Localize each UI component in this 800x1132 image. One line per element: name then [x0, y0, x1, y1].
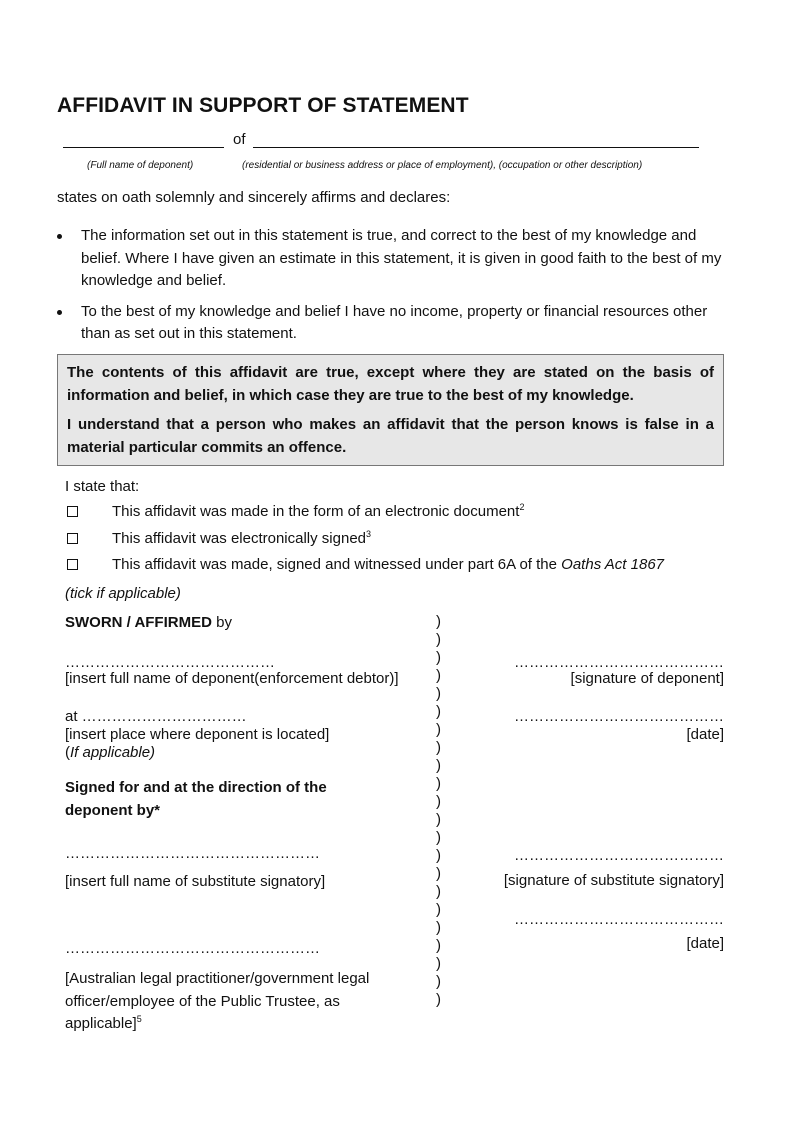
insert-deponent-name: [insert full name of deponent(enforcement debtor)]: [65, 670, 399, 687]
at-place-line: at ……………………………: [65, 708, 247, 725]
paren-open: (: [65, 744, 70, 761]
footnote-marker: 5: [136, 1014, 142, 1024]
paren: ): [436, 829, 441, 846]
checkbox-label: [112, 530, 371, 547]
checkbox[interactable]: [67, 559, 78, 570]
practitioner-text: [Australian legal practitioner/government legal officer/employee of the Public Trustee, as applicable]: [65, 970, 370, 1032]
list-item: [57, 301, 727, 346]
if-applicable-text: If applicable): [70, 744, 156, 761]
checkbox-row-electronic-document: [65, 503, 705, 523]
if-applicable-note: [65, 742, 155, 765]
paren: ): [436, 901, 441, 918]
paren: ): [436, 703, 441, 720]
footnote-marker: 2: [519, 503, 525, 512]
paren-column: [436, 613, 441, 1009]
paren: ): [436, 757, 441, 774]
paren: ): [436, 973, 441, 990]
checkbox-row-oaths-act: [65, 556, 705, 576]
sworn-label: [65, 612, 232, 635]
warning-box: [57, 354, 724, 466]
bullet-icon: [57, 234, 62, 239]
bullet-text: To the best of my knowledge and belief I have no income, property or financial resources other than as set out in this statement.: [81, 302, 708, 342]
declaration-list: [57, 225, 727, 354]
date-dots: ……………………………………: [514, 708, 724, 725]
bullet-text: The information set out in this statement is true, and correct to the best of my knowledge and belief. Where I have given an estimate in this statement, it is given in good faith to the best of my knowledge and belief.: [81, 227, 722, 289]
intro-text: states on oath solemnly and sincerely affirms and declares:: [57, 189, 451, 206]
insert-place: [insert place where deponent is located]: [65, 726, 330, 743]
paren: ): [436, 919, 441, 936]
caption-full-name: (Full name of deponent): [87, 160, 194, 171]
deponent-name-line: [63, 147, 224, 148]
paren: ): [436, 793, 441, 810]
paren: ): [436, 721, 441, 738]
checkbox[interactable]: [67, 506, 78, 517]
act-name: Oaths Act 1867: [561, 556, 665, 573]
checkbox[interactable]: [67, 533, 78, 544]
paren: ): [436, 883, 441, 900]
paren: ): [436, 685, 441, 702]
state-that-label: I state that:: [65, 478, 140, 495]
checkbox-row-electronically-signed: [65, 530, 705, 550]
paren: ): [436, 955, 441, 972]
paren: ): [436, 775, 441, 792]
date2-label: [date]: [686, 935, 724, 952]
date2-dots: ……………………………………: [514, 911, 724, 928]
paren: ): [436, 937, 441, 954]
paren: ): [436, 847, 441, 864]
checkbox-text: This affidavit was made, signed and witnessed under part 6A of the: [112, 556, 562, 573]
warning-para-1: The contents of this affidavit are true, except where they are stated on the basis of information and belief, in which case they are true to the best of my knowledge.: [67, 364, 714, 404]
checkbox-label: [112, 503, 524, 520]
signature-of-substitute: [signature of substitute signatory]: [503, 872, 724, 889]
paren: ): [436, 631, 441, 648]
signed-for-heading: Signed for and at the direction of the deponent by*: [65, 779, 327, 819]
footnote-marker: 3: [366, 530, 372, 539]
paren: ): [436, 811, 441, 828]
bullet-icon: [57, 310, 62, 315]
warning-para-2: I understand that a person who makes an affidavit that the person knows is false in a material particular commits an offence.: [67, 416, 714, 456]
paren: ): [436, 739, 441, 756]
tick-note: (tick if applicable): [65, 585, 181, 602]
substitute-signature-dots: ……………………………………: [514, 847, 724, 864]
insert-substitute-name: [insert full name of substitute signatory]: [65, 873, 326, 890]
caption-address: (residential or business address or place of employment), (occupation or other description): [242, 160, 643, 171]
paren: ): [436, 865, 441, 882]
paren: ): [436, 649, 441, 666]
of-label: of: [233, 131, 246, 148]
practitioner-dots: ……………………………………………: [65, 940, 320, 957]
checkbox-text: This affidavit was made in the form of an electronic document: [112, 503, 520, 520]
paren: ): [436, 991, 441, 1008]
date-label: [date]: [686, 726, 724, 743]
paren: ): [436, 613, 441, 630]
list-item: [57, 225, 727, 293]
paren: ): [436, 667, 441, 684]
sworn-bold: SWORN / AFFIRMED: [65, 614, 212, 631]
signature-of-deponent: [signature of deponent]: [570, 670, 724, 687]
checkbox-text: This affidavit was electronically signed: [112, 530, 367, 547]
deponent-signature-dots: ……………………………………: [514, 654, 724, 671]
practitioner-note: [65, 968, 405, 1036]
deponent-address-line: [253, 147, 699, 148]
checkbox-label: [112, 556, 664, 573]
sworn-rest: by: [211, 614, 232, 631]
deponent-name-dots: ……………………………………: [65, 654, 275, 671]
page-title: AFFIDAVIT IN SUPPORT OF STATEMENT: [57, 94, 469, 117]
substitute-name-dots: ……………………………………………: [65, 845, 320, 862]
